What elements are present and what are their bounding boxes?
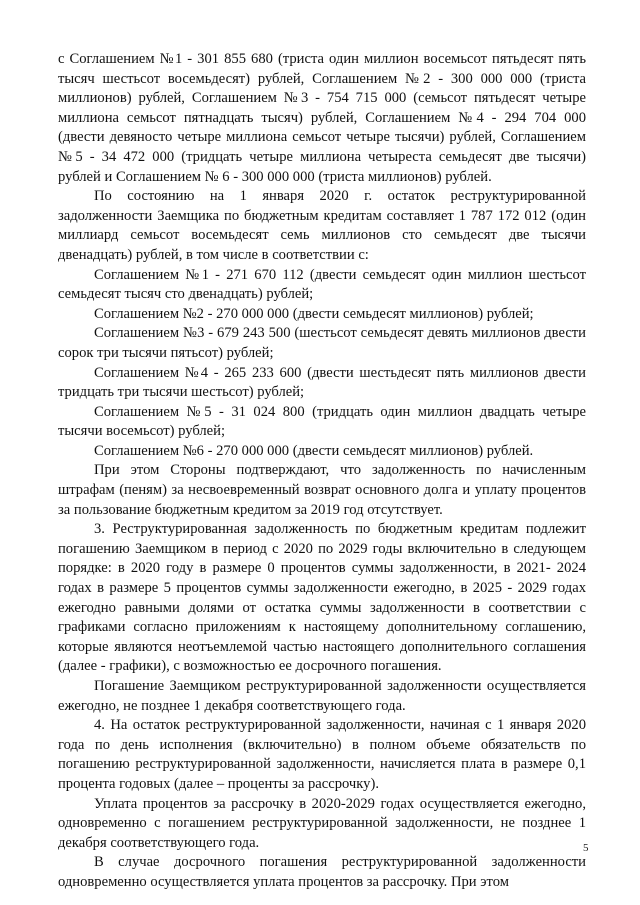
document-page: [58, 50, 586, 893]
list-item-agreement-5: Соглашением №5 - 31 024 800 (тридцать один миллион двадцать четыре тысячи восемьсот) рублей;: [58, 403, 586, 440]
paragraph-section-3: 3. Реструктурированная задолженность по бюджетным кредитам подлежит погашению Заемщиком в период с 2020 по 2029 годы включительно в следующем порядке: в 2020 году в размере 0 процентов суммы задолженности, в 2021- 2024 годах в размере 5 процентов суммы задолженности ежегодно, в 2025 - 2029 годах ежегодно равными долями от остатка суммы задолженности в соответствии с графиками согласно приложениям к настоящему дополнительному соглашению, которые являются неотъемлемой частью настоящего дополнительного соглашения (далее - графики), с возможностью ее досрочного погашения.: [58, 521, 586, 675]
paragraph-interest-payment: Уплата процентов за рассрочку в 2020-2029 годах осуществляется ежегодно, одновременно с погашением реструктурированной задолженности, не позднее 1 декабря соответствующего года.: [58, 795, 586, 851]
list-item-agreement-6: Соглашением №6 - 270 000 000 (двести семьдесят миллионов) рублей.: [94, 442, 534, 459]
paragraph-early-repayment: В случае досрочного погашения реструктурированной задолженности одновременно осуществляется уплата процентов за рассрочку. При этом: [58, 854, 586, 890]
page-number: 5: [583, 842, 589, 854]
list-item-agreement-4: Соглашением №4 - 265 233 600 (двести шестьдесят пять миллионов двести тридцать три тысячи шестьсот) рублей;: [58, 364, 586, 401]
paragraph-penalties: При этом Стороны подтверждают, что задолженность по начисленным штрафам (пеням) за несвоевременный возврат основного долга и уплату процентов за пользование бюджетным кредитом за 2019 год отсутствует.: [58, 462, 586, 518]
list-item-agreement-1: Соглашением №1 - 271 670 112 (двести семьдесят один миллион шестьсот семьдесят тысяч сто двенадцать) рублей;: [58, 266, 586, 303]
paragraph-repayment-deadline: Погашение Заемщиком реструктурированной задолженности осуществляется ежегодно, не позднее 1 декабря соответствующего года.: [58, 678, 586, 714]
paragraph-section-4: 4. На остаток реструктурированной задолженности, начиная с 1 января 2020 года по день исполнения (включительно) в полном объеме обязательств по погашению реструктурированной задолженности, начисляется плата в размере 0,1 процента годовых (далее – проценты за рассрочку).: [58, 717, 586, 792]
paragraph-balance-intro: По состоянию на 1 января 2020 г. остаток реструктурированной задолженности Заемщика по бюджетным кредитам составляет 1 787 172 012 (один миллиард семьсот восемьдесят семь миллионов сто семьдесят две тысячи двенадцать) рублей, в том числе в соответствии с:: [58, 188, 586, 263]
list-item-agreement-3: Соглашением №3 - 679 243 500 (шестьсот семьдесят девять миллионов двести сорок три тысячи пятьсот) рублей;: [58, 325, 586, 361]
list-item-agreement-2: Соглашением №2 - 270 000 000 (двести семьдесят миллионов) рублей;: [94, 305, 534, 322]
paragraph-agreements-summary: с Соглашением №1 - 301 855 680 (триста один миллион восемьсот пятьдесят пять тысяч шестьсот восемьдесят) рублей, Соглашением №2 - 300 000 000 (триста миллионов) рублей, Соглашением №3 - 754 715 000 (семьсот пятьдесят четыре миллиона семьсот пятнадцать тысяч) рублей, Соглашением №4 - 294 704 000 (двести девяносто четыре миллиона семьсот четыре тысячи) рублей, Соглашением №5 - 34 472 000 (тридцать четыре миллиона четыреста семьдесят две тысячи) рублей и Соглашением № 6 - 300 000 000 (триста миллионов) рублей.: [58, 51, 586, 185]
